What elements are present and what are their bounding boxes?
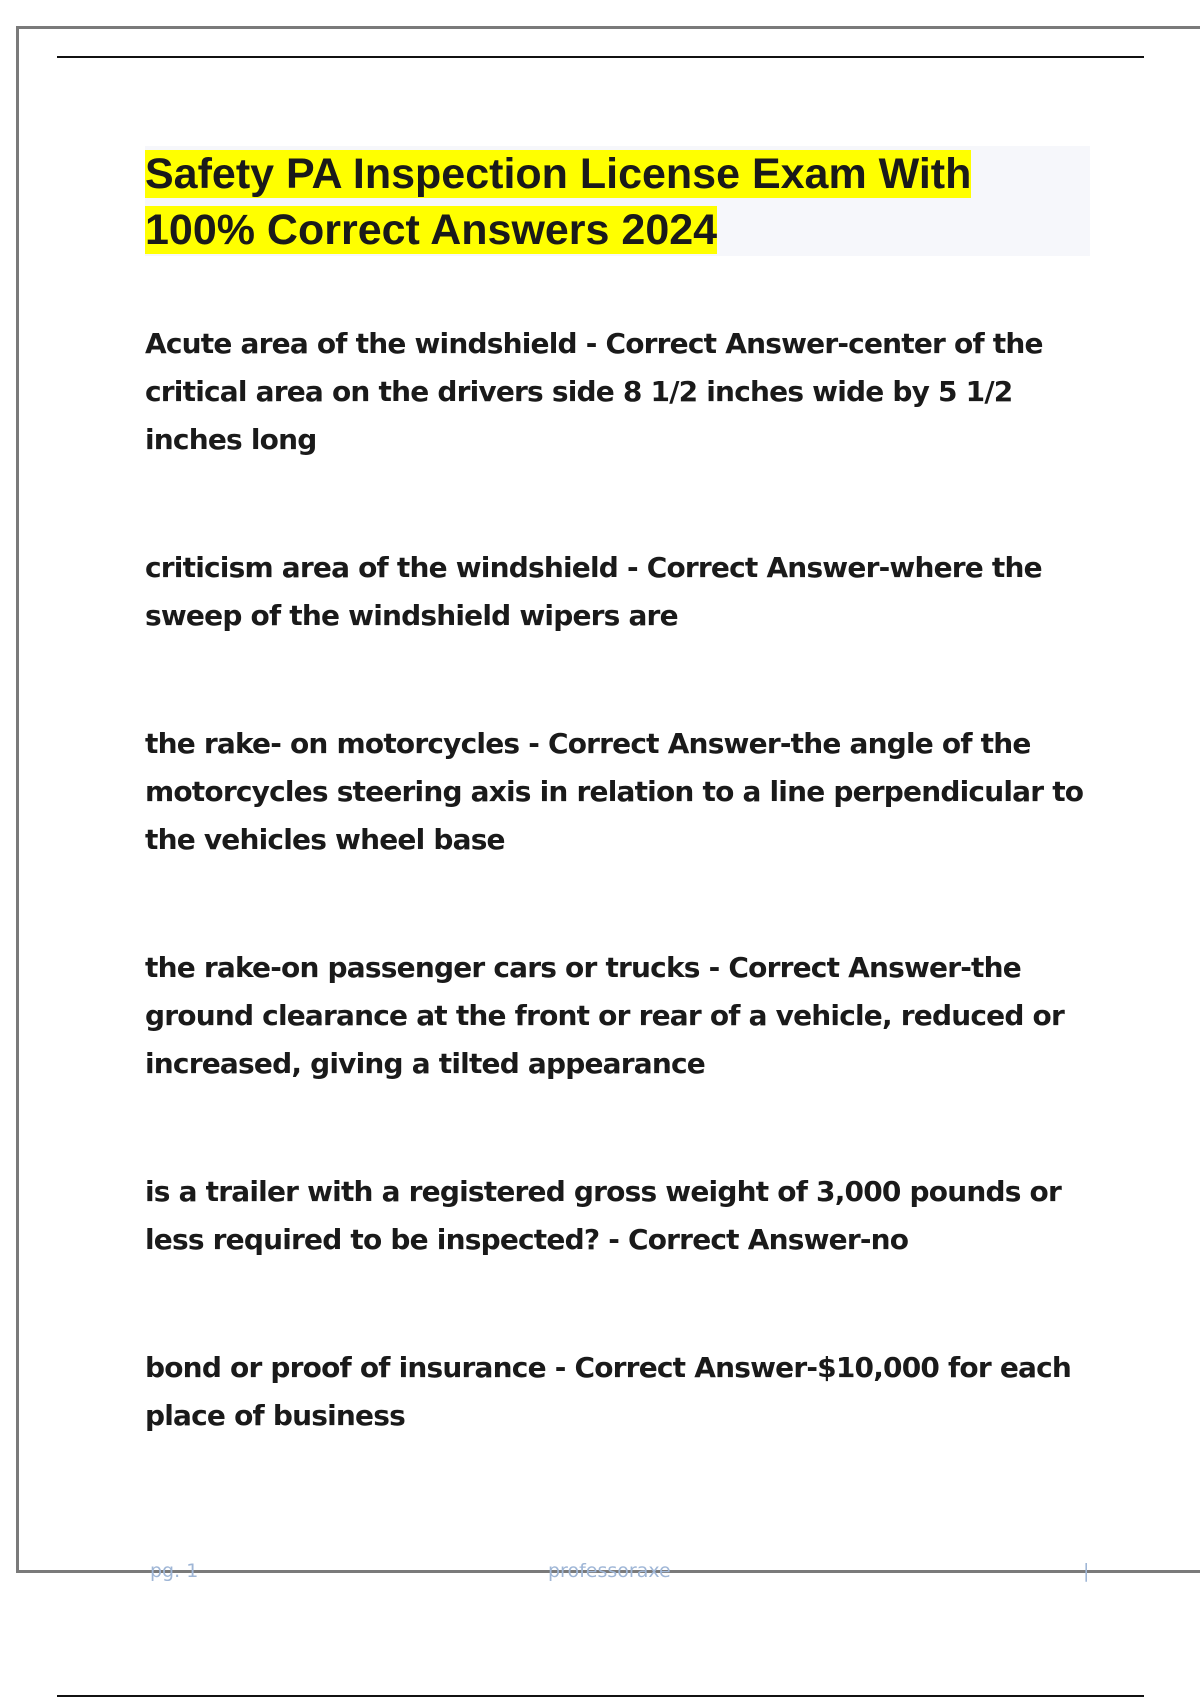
page-frame-left-border: [16, 26, 19, 1571]
footer-brand: professoraxe: [548, 1560, 671, 1582]
footer-mark: |: [1083, 1560, 1090, 1582]
header-rule: [57, 56, 1144, 58]
title-block: [145, 146, 1090, 256]
qa-item: the rake- on motorcycles - Correct Answer-the angle of the motorcycles steering axis in relation to a line perpendicular to the vehicles wheel base: [145, 727, 1084, 856]
document-title: [145, 146, 1090, 258]
qa-item: the rake-on passenger cars or trucks - Correct Answer-the ground clearance at the front or rear of a vehicle, reduced or increased, giving a tilted appearance: [145, 951, 1064, 1080]
qa-item: criticism area of the windshield - Correct Answer-where the sweep of the windshield wipers are: [145, 551, 1042, 632]
page-frame-top-border: [16, 26, 1200, 29]
qa-item: is a trailer with a registered gross weight of 3,000 pounds or less required to be inspected? - Correct Answer-no: [145, 1175, 1061, 1256]
next-page-header-rule: [57, 1695, 1144, 1697]
qa-item: Acute area of the windshield - Correct Answer-center of the critical area on the drivers side 8 1/2 inches wide by 5 1/2 inches long: [145, 327, 1043, 456]
footer-page-number: pg. 1: [150, 1560, 199, 1582]
qa-item: bond or proof of insurance - Correct Answer-$10,000 for each place of business: [145, 1351, 1072, 1432]
qa-list: [145, 320, 1105, 1440]
title-line-2: 100% Correct Answers 2024: [145, 206, 718, 254]
title-line-1: Safety PA Inspection License Exam With: [145, 150, 972, 198]
